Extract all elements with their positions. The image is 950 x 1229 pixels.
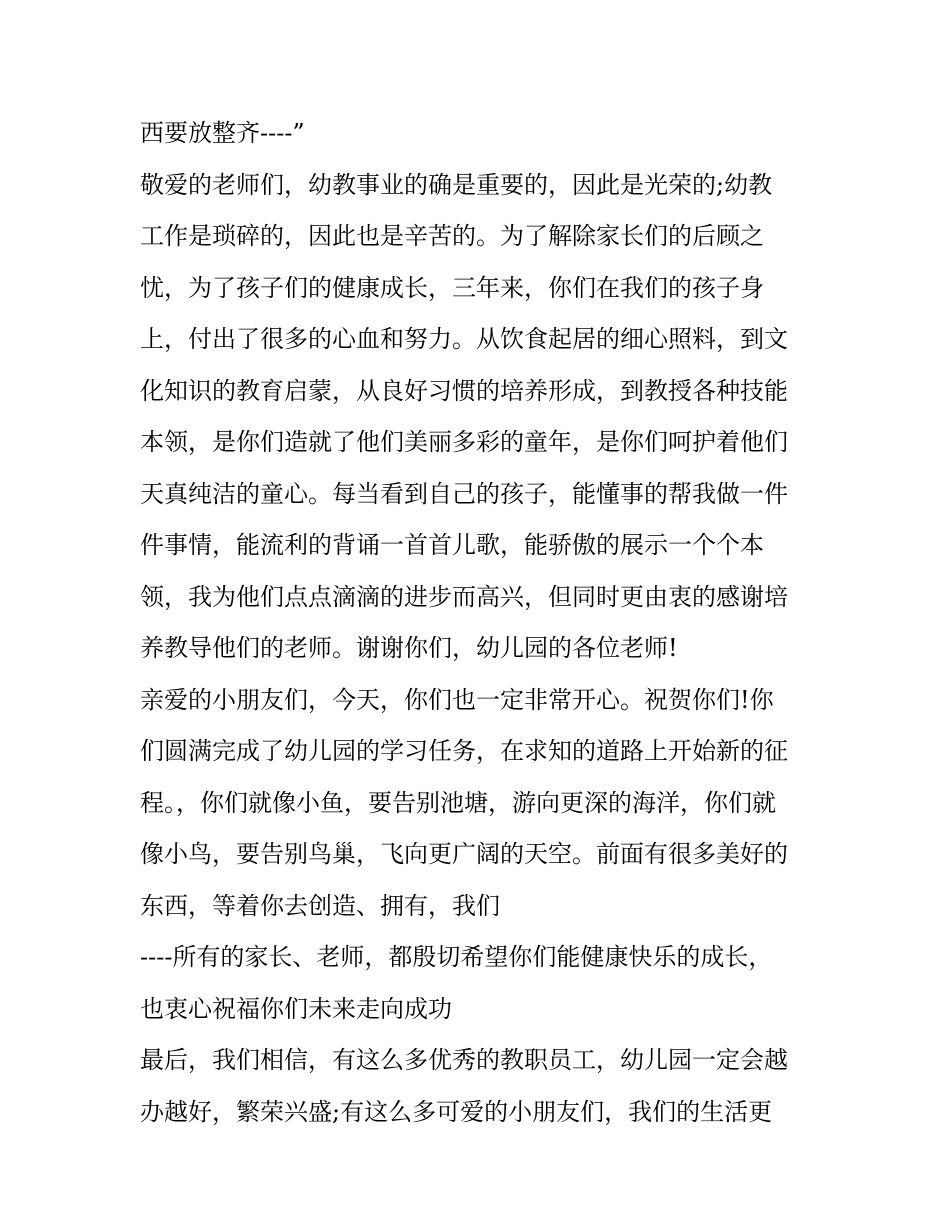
text-line: 工作是琐碎的，因此也是辛苦的。为了解除家长们的后顾之: [140, 222, 764, 250]
text-line: 东西，等着你去创造、拥有，我们: [140, 891, 500, 920]
text-line: 亲爱的小朋友们，今天，你们也一定非常开心。祝贺你们!你: [140, 685, 774, 714]
text-line: 西要放整齐----”: [140, 119, 305, 147]
text-line: 也衷心祝福你们未来走向成功: [140, 994, 452, 1023]
text-line: 养教导他们的老师。谢谢你们，幼儿园的各位老师!: [140, 634, 678, 662]
text-line: 本领，是你们造就了他们美丽多彩的童年，是你们呵护着他们: [140, 428, 788, 456]
text-line: 敬爱的老师们，幼教事业的确是重要的，因此是光荣的;幼教: [140, 170, 773, 199]
text-line: 像小鸟，要告别鸟巢，飞向更广阔的天空。前面有很多美好的: [140, 840, 788, 868]
text-line: 最后，我们相信，有这么多优秀的教职员工，幼儿园一定会越: [140, 1046, 788, 1074]
text-line: 化知识的教育启蒙，从良好习惯的培养形成，到教授各种技能: [140, 376, 788, 405]
text-line: ----所有的家长、老师，都殷切希望你们能健康快乐的成长，: [140, 943, 773, 971]
text-line: 件事情，能流利的背诵一首首儿歌，能骄傲的展示一个个本: [140, 531, 764, 559]
text-line: 办越好，繁荣兴盛;有这么多可爱的小朋友们，我们的生活更: [140, 1097, 773, 1126]
text-line: 上，付出了很多的心血和努力。从饮食起居的细心照料，到文: [140, 325, 788, 353]
document-body: [140, 108, 815, 1138]
text-line: 们圆满完成了幼儿园的学习任务，在求知的道路上开始新的征: [140, 737, 788, 765]
text-line: 天真纯洁的童心。每当看到自己的孩子，能懂事的帮我做一件: [140, 479, 788, 508]
text-line: 领，我为他们点点滴滴的进步而高兴，但同时更由衷的感谢培: [140, 582, 788, 611]
text-line: 程。，你们就像小鱼，要告别池塘，游向更深的海洋，你们就: [140, 788, 776, 817]
text-line: 忧，为了孩子们的健康成长，三年来，你们在我们的孩子身: [140, 273, 764, 302]
